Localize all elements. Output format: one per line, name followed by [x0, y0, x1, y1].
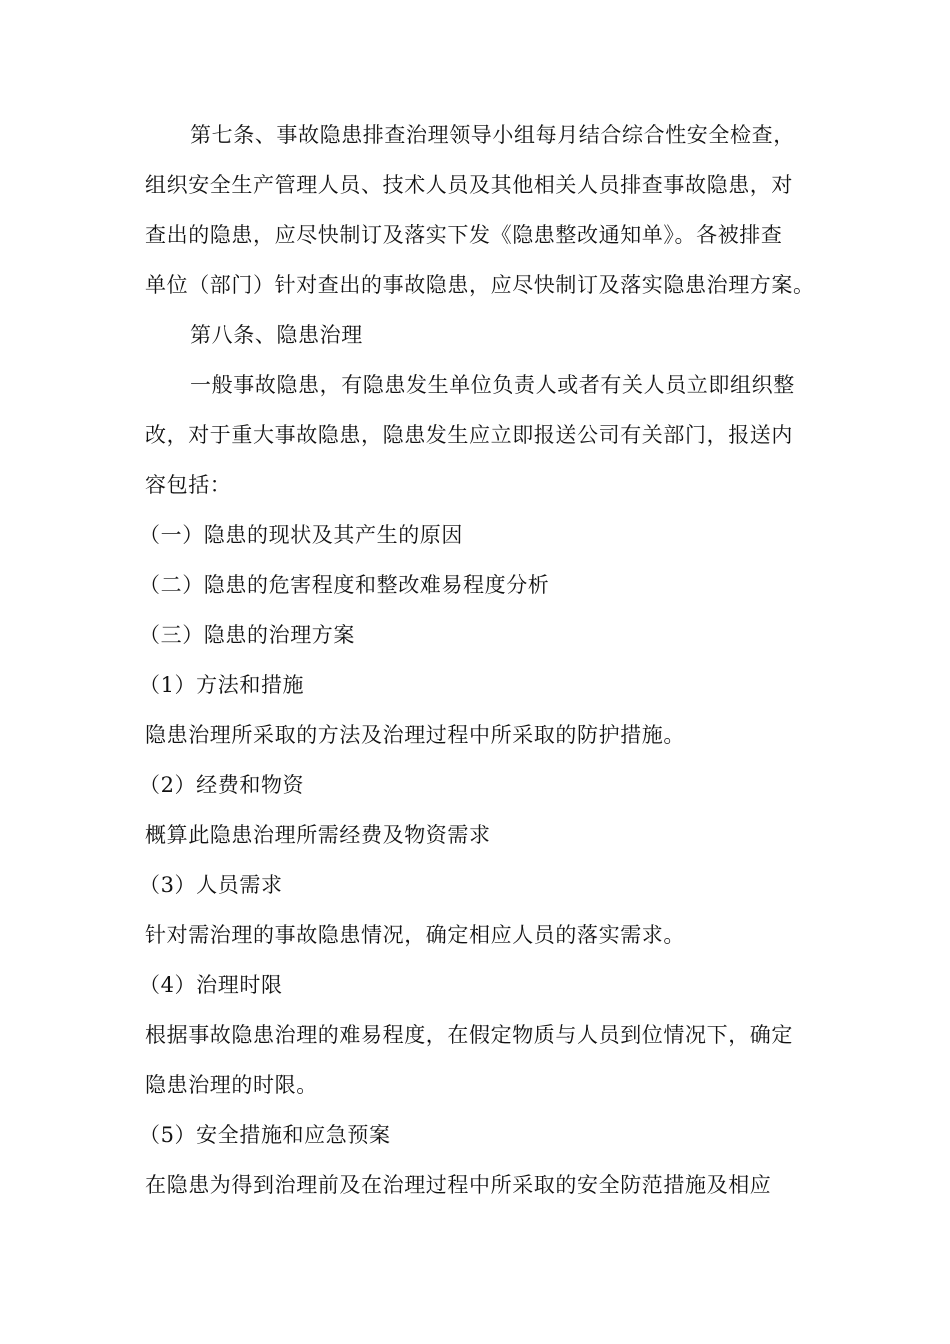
paragraph-line: 针对需治理的事故隐患情况，确定相应人员的落实需求。	[145, 923, 685, 947]
paragraph-line: 改，对于重大事故隐患，隐患发生应立即报送公司有关部门，报送内	[145, 423, 793, 447]
list-item: （一）隐患的现状及其产生的原因	[139, 523, 463, 547]
paragraph-line: 隐患治理所采取的方法及治理过程中所采取的防护措施。	[145, 723, 685, 747]
list-item: （三）隐患的治理方案	[139, 623, 355, 647]
sub-item-heading: （4）治理时限	[139, 973, 283, 997]
paragraph-line: 概算此隐患治理所需经费及物资需求	[145, 823, 491, 847]
paragraph-line: 根据事故隐患治理的难易程度，在假定物质与人员到位情况下，确定	[145, 1023, 793, 1047]
paragraph-line: 查出的隐患，应尽快制订及落实下发《隐患整改通知单》。各被排查	[145, 223, 783, 247]
sub-item-heading: （5）安全措施和应急预案	[139, 1123, 391, 1147]
list-item: （二）隐患的危害程度和整改难易程度分析	[139, 573, 550, 597]
sub-item-heading: （3）人员需求	[139, 873, 283, 897]
paragraph-line: 隐患治理的时限。	[145, 1073, 318, 1097]
paragraph-line: 在隐患为得到治理前及在治理过程中所采取的安全防范措施及相应	[145, 1173, 772, 1197]
sub-item-heading: （2）经费和物资	[139, 773, 305, 797]
paragraph-line: 一般事故隐患，有隐患发生单位负责人或者有关人员立即组织整	[190, 373, 795, 397]
paragraph-line: 组织安全生产管理人员、技术人员及其他相关人员排查事故隐患，对	[145, 173, 793, 197]
section-heading: 第八条、隐患治理	[190, 323, 363, 347]
sub-item-heading: （1）方法和措施	[139, 673, 305, 697]
paragraph-line: 容包括：	[145, 473, 232, 497]
paragraph-line: 第七条、事故隐患排查治理领导小组每月结合综合性安全检查，	[190, 123, 795, 147]
paragraph-line: 单位（部门）针对查出的事故隐患，应尽快制订及落实隐患治理方案。	[145, 273, 815, 297]
